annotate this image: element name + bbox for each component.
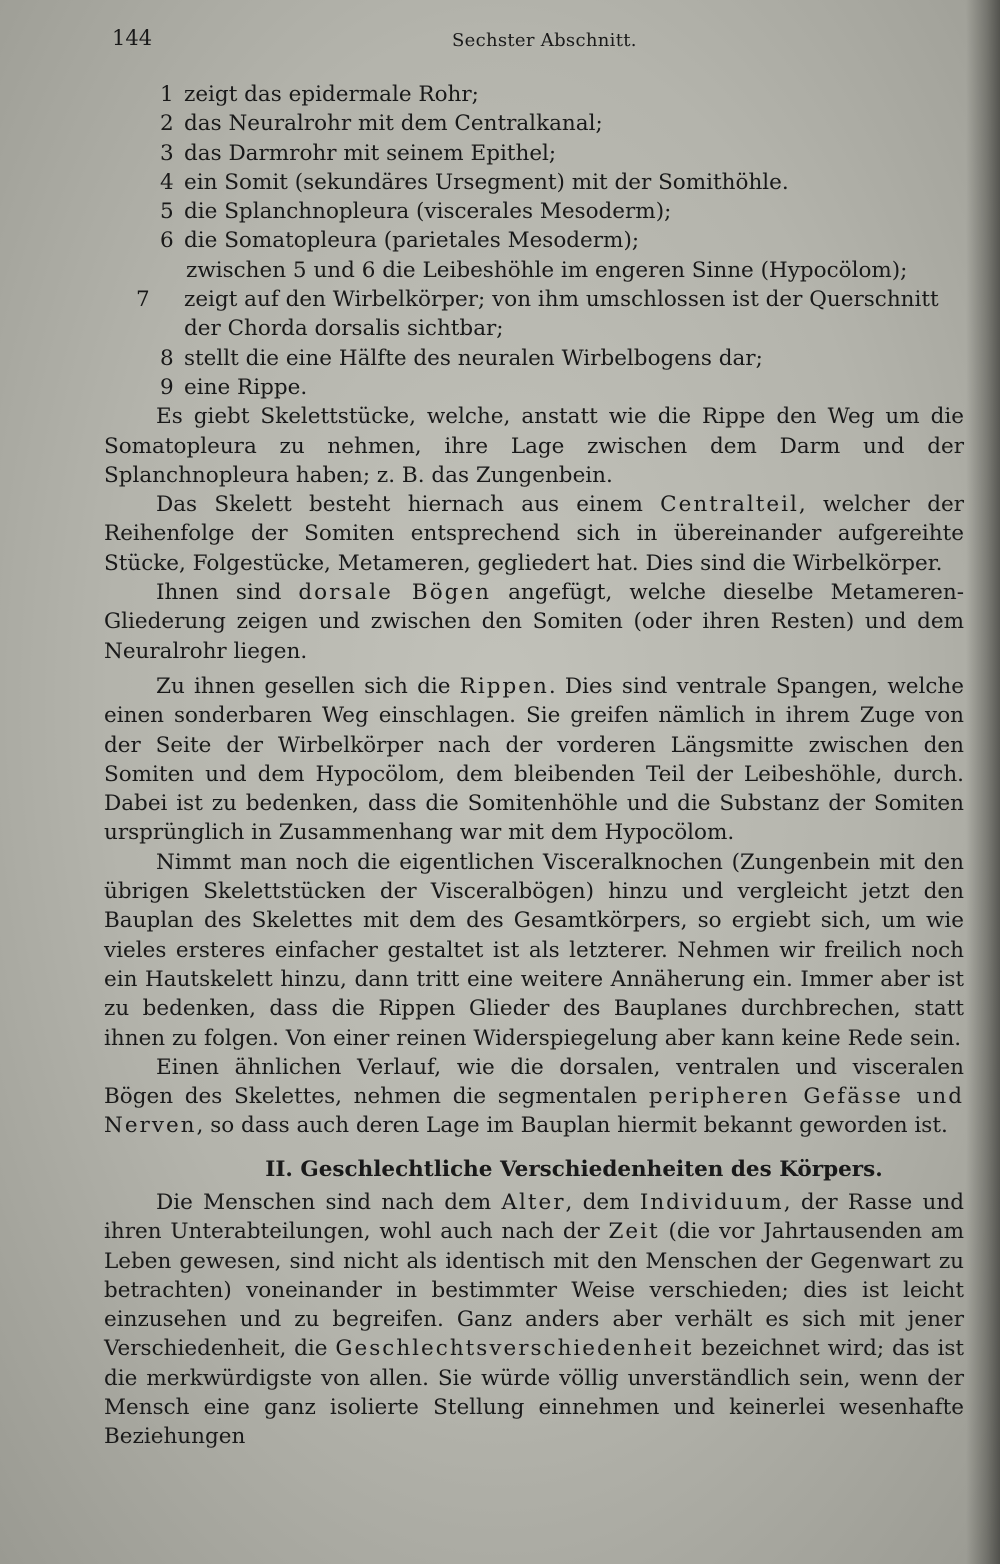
paragraph: Ihnen sind dorsale Bögen angefügt, welche dieselbe Metameren-Gliederung zeigen und zwischen den Somiten (oder ihren Resten) und dem Neuralrohr liegen. <box>104 580 964 664</box>
paragraph: Die Menschen sind nach dem Alter, dem Individuum, der Rasse und ihren Unterabteilungen, wohl auch nach der Zeit (die vor Jahrtausenden am Leben gewesen, sind nicht als identisch mit den Menschen der Gegenwart zu betrachten) voneinander in bestimmter Weise verschieden; dies ist leicht einzusehen und zu begreifen. Ganz anders aber verhält es sich mit jener Verschiedenheit, die Geschlechtsverschiedenheit bezeichnet wird; das ist die merkwürdigste von allen. Sie würde völlig unverständlich sein, wenn der Mensch eine ganz isolierte Stellung einnehmen und keinerlei wesenhafte Beziehungen <box>104 1189 964 1450</box>
list-item: 4 ein Somit (sekundäres Ursegment) mit der Somithöhle. <box>160 169 789 195</box>
paragraph: Einen ähnlichen Verlauf, wie die dorsalen, ventralen und visceralen Bögen des Skelettes, nehmen die segmentalen peripheren Gefässe und Nerven, so dass auch deren Lage im Bauplan hiermit bekannt geworden ist. <box>104 1054 964 1139</box>
spaced-term: peripheren Gefässe und Nerven <box>104 1084 964 1139</box>
running-head: Sechster Abschnitt. <box>452 30 637 51</box>
paragraph: Das Skelett besteht hiernach aus einem Centralteil, welcher der Reihenfolge der Somiten entsprechend sich in übereinander aufgereihte Stücke, Folgestücke, Metameren, gegliedert hat. Dies sind die Wirbelkörper. <box>104 492 964 576</box>
spaced-term: Centralteil <box>660 492 799 518</box>
section-heading: II. Geschlechtliche Verschiedenheiten des Körpers. <box>265 1156 883 1182</box>
body-text <box>104 80 964 1452</box>
paragraph: Nimmt man noch die eigentlichen Visceralknochen (Zungenbein mit den übrigen Skelettstücken der Visceralbögen) hinzu und vergleicht jetzt den Bauplan des Skelettes mit dem des Gesamtkörpers, so ergiebt sich, um wie vieles ersteres einfacher gestaltet ist als letzterer. Nehmen wir freilich noch ein Hautskelett hinzu, dann tritt eine weitere Annäherung ein. Immer aber ist zu bedenken, dass die Rippen Glieder des Bauplanes durchbrechen, statt ihnen zu folgen. Von einer reinen Widerspiegelung aber kann keine Rede sein. <box>104 849 964 1051</box>
page-gutter-shadow <box>966 0 1000 1564</box>
figure-legend-list <box>104 80 964 402</box>
spaced-term: Zeit <box>608 1219 660 1245</box>
list-item: 5 die Splanchnopleura (viscerales Mesoderm); <box>160 199 672 225</box>
list-item: 8 stellt die eine Hälfte des neuralen Wirbelbogens dar; <box>160 345 763 371</box>
spaced-term: dorsale Bögen <box>298 580 492 606</box>
spaced-term: Alter <box>501 1189 566 1215</box>
list-item: 7 zeigt auf den Wirbelkörper; von ihm umschlossen ist der Querschnitt der Chorda dorsalis sichtbar; <box>136 287 939 342</box>
spaced-term: Individuum <box>639 1189 784 1215</box>
list-item-continuation: zwischen 5 und 6 die Leibeshöhle im engeren Sinne (Hypocölom); <box>186 257 908 283</box>
list-item: 1 zeigt das epidermale Rohr; <box>160 82 479 107</box>
spaced-term: Geschlechtsverschiedenheit <box>335 1336 694 1362</box>
spaced-term: Rippen <box>459 673 549 699</box>
list-item: 9 eine Rippe. <box>160 374 308 400</box>
page-number: 144 <box>112 26 153 50</box>
list-item: 6 die Somatopleura (parietales Mesoderm); <box>160 228 640 254</box>
list-item: 2 das Neuralrohr mit dem Centralkanal; <box>160 111 603 137</box>
paragraph: Zu ihnen gesellen sich die Rippen. Dies sind ventrale Spangen, welche einen sonderbaren Weg einschlagen. Sie greifen nämlich in ihrem Zuge von der Seite der Wirbelkörper nach der vorderen Längsmitte zwischen den Somiten und dem Hypocölom, dem bleibenden Teil der Leibeshöhle, durch. Dabei ist zu bedenken, dass die Somitenhöhle und die Substanz der Somiten ursprünglich in Zusammenhang war mit dem Hypocölom. <box>104 673 965 846</box>
paragraph: Es giebt Skelettstücke, welche, anstatt wie die Rippe den Weg um die Somatopleura zu nehmen, ihre Lage zwischen dem Darm und der Splanchnopleura haben; z. B. das Zungenbein. <box>104 404 964 488</box>
page-header <box>0 22 1000 56</box>
list-item: 3 das Darmrohr mit seinem Epithel; <box>160 140 557 166</box>
